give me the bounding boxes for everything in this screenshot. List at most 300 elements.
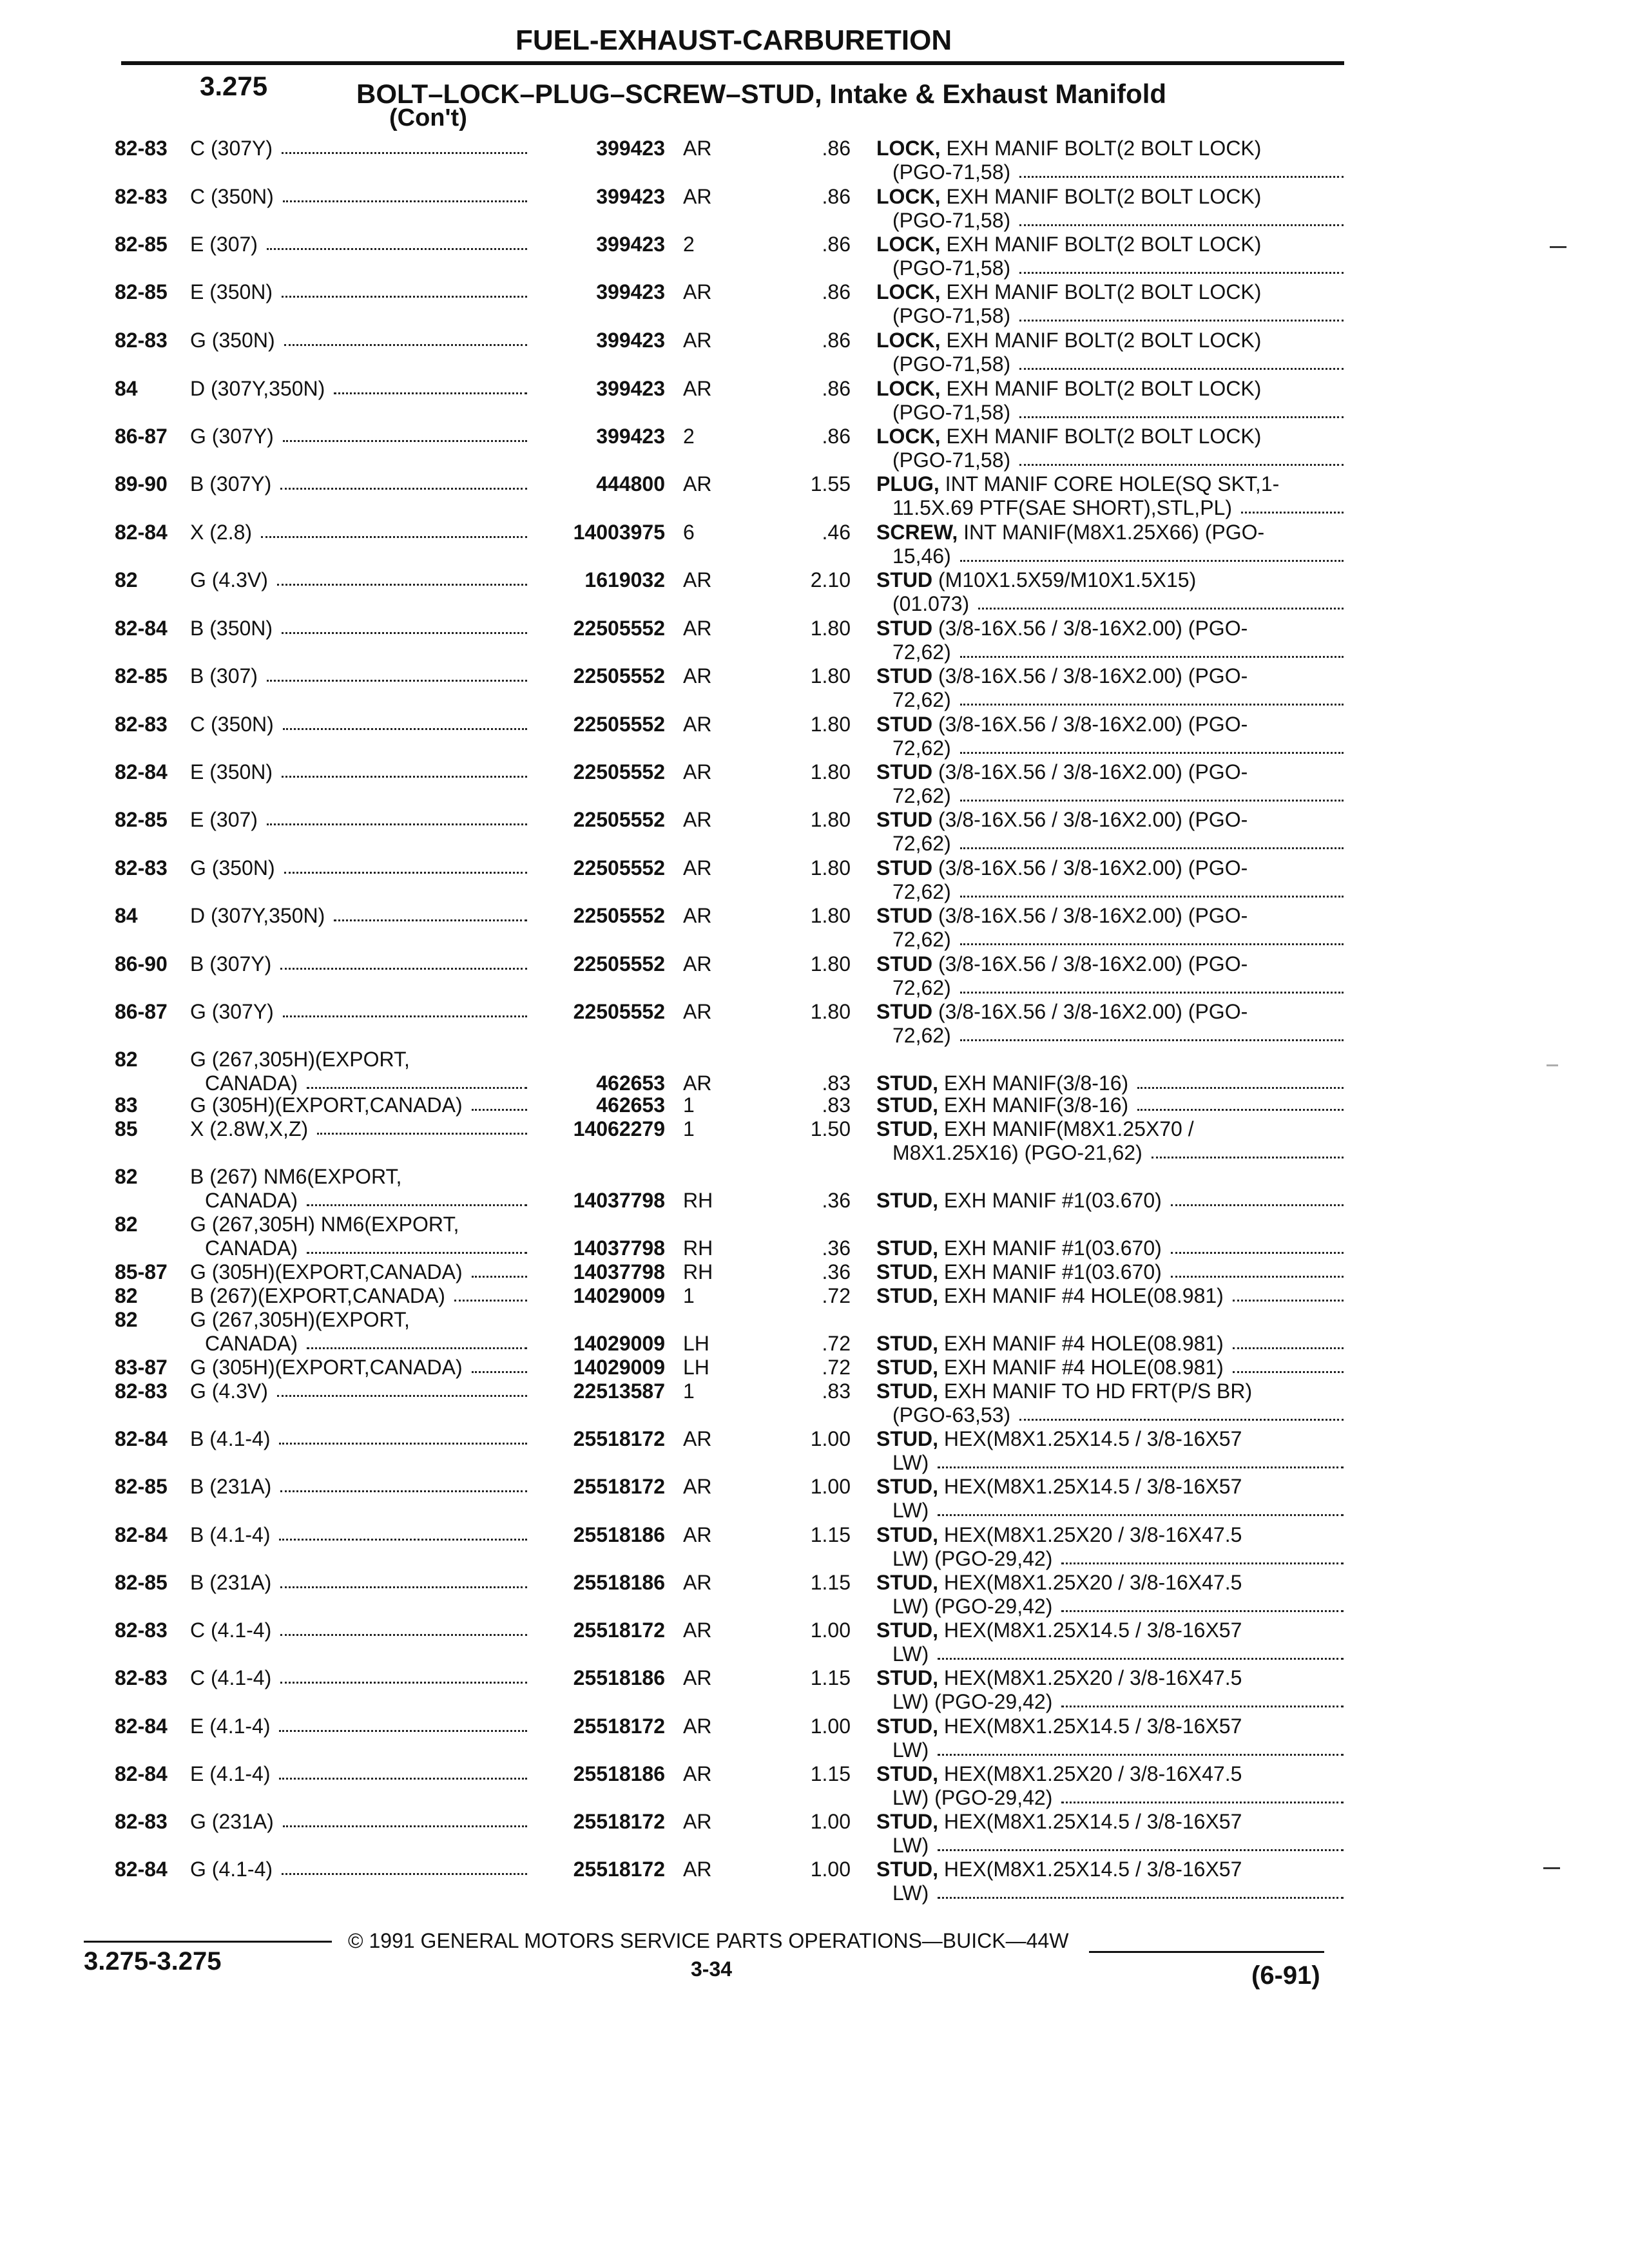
part-number: 25518172 xyxy=(573,1810,665,1833)
dot-leader xyxy=(283,728,527,730)
part-entry xyxy=(0,1666,1629,1713)
dot-leader xyxy=(279,1778,527,1780)
part-number: 14037798 xyxy=(573,1189,665,1212)
model-code: E (350N) xyxy=(190,280,273,303)
quantity: AR xyxy=(683,185,712,208)
quantity: AR xyxy=(683,1715,712,1738)
part-name: STUD xyxy=(876,1000,933,1023)
entry-line xyxy=(0,952,1629,975)
dot-leader xyxy=(1171,1252,1344,1254)
part-spec: 72,62) xyxy=(892,832,951,855)
part-number: 22505552 xyxy=(573,713,665,736)
part-number: 22505552 xyxy=(573,856,665,879)
part-description xyxy=(892,448,1010,472)
quantity: AR xyxy=(683,1858,712,1881)
model-code: B (307) xyxy=(190,664,258,687)
catalog-title: BOLT–LOCK–PLUG–SCREW–STUD, Intake & Exhaust Manifold xyxy=(356,79,1167,109)
dot-leader xyxy=(938,1849,1344,1851)
quantity: 6 xyxy=(683,521,695,544)
unit-price: 1.80 xyxy=(810,856,851,879)
entry-line xyxy=(0,209,1629,232)
part-number: 399423 xyxy=(596,425,665,448)
model-code: C (4.1-4) xyxy=(190,1619,272,1642)
part-entry xyxy=(0,1165,1629,1211)
unit-price: 1.80 xyxy=(810,952,851,975)
entry-line xyxy=(0,1690,1629,1713)
part-spec: LW) xyxy=(892,1738,929,1762)
part-spec: HEX(M8X1.25X14.5 / 3/8-16X57 xyxy=(938,1858,1242,1881)
entry-line xyxy=(0,808,1629,831)
part-spec: LW) xyxy=(892,1834,929,1857)
part-spec: EXH MANIF TO HD FRT(P/S BR) xyxy=(938,1379,1253,1403)
dot-leader xyxy=(472,1109,527,1111)
entry-line xyxy=(0,1048,1629,1071)
unit-price: .86 xyxy=(822,329,851,352)
unit-price: 1.00 xyxy=(810,1619,851,1642)
quantity: LH xyxy=(683,1356,709,1379)
part-description xyxy=(876,521,1264,544)
part-spec: LW) (PGO-29,42) xyxy=(892,1547,1053,1570)
quantity: AR xyxy=(683,1072,712,1095)
part-description xyxy=(892,688,951,711)
dot-leader xyxy=(1019,176,1344,178)
part-number: 444800 xyxy=(596,472,665,495)
part-number: 22505552 xyxy=(573,617,665,640)
unit-price: .86 xyxy=(822,280,851,303)
part-number: 25518172 xyxy=(573,1619,665,1642)
dot-leader xyxy=(960,656,1344,658)
model-code: B (4.1-4) xyxy=(190,1427,271,1450)
part-name: STUD xyxy=(876,808,933,831)
part-name: STUD, xyxy=(876,1715,938,1738)
part-spec: HEX(M8X1.25X14.5 / 3/8-16X57 xyxy=(938,1475,1242,1498)
dot-leader xyxy=(280,1586,527,1588)
part-description xyxy=(876,1379,1252,1403)
model-code: E (307) xyxy=(190,808,258,831)
part-entry xyxy=(0,904,1629,950)
entry-line xyxy=(0,592,1629,615)
unit-price: .83 xyxy=(822,1379,851,1403)
part-description xyxy=(892,401,1010,424)
dot-leader xyxy=(282,632,527,634)
quantity: AR xyxy=(683,856,712,879)
unit-price: 1.80 xyxy=(810,1000,851,1023)
part-description xyxy=(892,160,1010,184)
model-code: G (4.1-4) xyxy=(190,1858,273,1881)
entry-line xyxy=(0,640,1629,664)
dot-leader xyxy=(279,1539,527,1541)
part-name: STUD, xyxy=(876,1189,938,1212)
model-year: 82-83 xyxy=(115,185,168,208)
part-entry xyxy=(0,329,1629,375)
part-spec: LW) (PGO-29,42) xyxy=(892,1786,1053,1809)
part-description xyxy=(892,1499,929,1522)
entry-line xyxy=(0,1666,1629,1689)
entry-line xyxy=(0,352,1629,376)
part-name: STUD xyxy=(876,856,933,879)
part-number: 462653 xyxy=(596,1072,665,1095)
unit-price: 1.15 xyxy=(810,1571,851,1594)
quantity: AR xyxy=(683,377,712,400)
dot-leader xyxy=(1019,464,1344,466)
model-code: G (267,305H)(EXPORT, xyxy=(190,1048,410,1071)
part-spec: (3/8-16X.56 / 3/8-16X2.00) (PGO- xyxy=(932,1000,1248,1023)
quantity: AR xyxy=(683,1427,712,1450)
entry-line xyxy=(0,1762,1629,1785)
part-description xyxy=(892,304,1010,327)
entry-line xyxy=(0,544,1629,568)
part-description xyxy=(876,1810,1242,1833)
dot-leader xyxy=(1171,1204,1344,1206)
dot-leader xyxy=(454,1300,527,1302)
part-entry xyxy=(0,1379,1629,1426)
part-entry xyxy=(0,137,1629,183)
dot-leader xyxy=(960,1039,1344,1041)
entry-line xyxy=(0,1571,1629,1594)
part-description xyxy=(892,1786,1052,1809)
model-year: 86-90 xyxy=(115,952,168,975)
part-number: 14062279 xyxy=(573,1117,665,1140)
part-name: LOCK, xyxy=(876,185,941,208)
part-name: STUD, xyxy=(876,1475,938,1498)
quantity: AR xyxy=(683,1619,712,1642)
part-description xyxy=(892,592,969,615)
part-description xyxy=(892,1738,929,1762)
part-description xyxy=(876,1284,1224,1307)
part-number: 25518172 xyxy=(573,1858,665,1881)
part-spec: HEX(M8X1.25X20 / 3/8-16X47.5 xyxy=(938,1523,1242,1546)
dot-leader xyxy=(472,1276,527,1278)
model-year: 82-85 xyxy=(115,1571,168,1594)
dot-leader xyxy=(284,344,527,346)
part-description xyxy=(892,1024,951,1047)
revision-date: (6-91) xyxy=(1251,1961,1320,1990)
part-name: SCREW, xyxy=(876,521,958,544)
unit-price: .86 xyxy=(822,377,851,400)
model-code: B (307Y) xyxy=(190,472,272,495)
entry-line xyxy=(0,760,1629,783)
part-entry xyxy=(0,1715,1629,1761)
part-name: STUD xyxy=(876,760,933,783)
part-spec: EXH MANIF #4 HOLE(08.981) xyxy=(938,1284,1224,1307)
dot-leader xyxy=(1137,1109,1344,1111)
entry-line xyxy=(0,1117,1629,1140)
model-code: CANADA) xyxy=(205,1072,298,1095)
part-description xyxy=(876,1523,1242,1546)
part-description xyxy=(892,352,1010,376)
entry-line xyxy=(0,1715,1629,1738)
part-spec: EXH MANIF BOLT(2 BOLT LOCK) xyxy=(940,137,1262,160)
model-year: 82-84 xyxy=(115,1858,168,1881)
entry-line xyxy=(0,1547,1629,1570)
part-number: 25518186 xyxy=(573,1571,665,1594)
model-code: C (307Y) xyxy=(190,137,273,160)
entry-line xyxy=(0,1499,1629,1522)
part-spec: EXH MANIF #4 HOLE(08.981) xyxy=(938,1356,1224,1379)
part-entry xyxy=(0,1475,1629,1521)
model-code: G (231A) xyxy=(190,1810,274,1833)
catalog-continued: (Con't) xyxy=(389,104,467,131)
part-entry xyxy=(0,425,1629,471)
unit-price: .46 xyxy=(822,521,851,544)
dot-leader xyxy=(307,1347,527,1349)
model-year: 82-85 xyxy=(115,233,168,256)
model-code: C (4.1-4) xyxy=(190,1666,272,1689)
unit-price: 1.00 xyxy=(810,1475,851,1498)
dot-leader xyxy=(1019,224,1344,226)
part-spec: 72,62) xyxy=(892,784,951,807)
model-year: 82 xyxy=(115,1284,138,1307)
model-year: 82-84 xyxy=(115,617,168,640)
part-description xyxy=(892,1881,929,1905)
part-description xyxy=(876,1117,1194,1140)
model-year: 82-83 xyxy=(115,137,168,160)
part-number: 14003975 xyxy=(573,521,665,544)
model-year: 82-83 xyxy=(115,1810,168,1833)
entry-line xyxy=(0,976,1629,999)
part-description xyxy=(892,928,951,951)
dot-leader xyxy=(978,608,1344,610)
part-spec: EXH MANIF BOLT(2 BOLT LOCK) xyxy=(940,329,1262,352)
part-name: STUD, xyxy=(876,1379,938,1403)
part-entry xyxy=(0,713,1629,759)
unit-price: 1.80 xyxy=(810,617,851,640)
unit-price: .36 xyxy=(822,1189,851,1212)
margin-mark xyxy=(1547,1064,1558,1066)
model-year: 82-84 xyxy=(115,1427,168,1450)
margin-mark xyxy=(1543,1867,1560,1869)
model-year: 82-84 xyxy=(115,1762,168,1785)
catalog-range: 3.275-3.275 xyxy=(84,1947,222,1975)
part-entry xyxy=(0,1427,1629,1474)
unit-price: 1.15 xyxy=(810,1523,851,1546)
part-spec: LW) xyxy=(892,1499,929,1522)
model-year: 82-83 xyxy=(115,1619,168,1642)
part-number: 462653 xyxy=(596,1093,665,1117)
part-description xyxy=(876,1072,1128,1095)
unit-price: 1.00 xyxy=(810,1810,851,1833)
part-spec: EXH MANIF BOLT(2 BOLT LOCK) xyxy=(940,377,1262,400)
quantity: AR xyxy=(683,137,712,160)
part-spec: LW) (PGO-29,42) xyxy=(892,1690,1053,1713)
part-spec: (01.073) xyxy=(892,592,970,615)
entry-line xyxy=(0,1810,1629,1833)
part-name: STUD, xyxy=(876,1260,938,1283)
part-spec: M8X1.25X16) (PGO-21,62) xyxy=(892,1141,1142,1164)
footer-rule-right xyxy=(1089,1951,1324,1953)
part-spec: EXH MANIF(3/8-16) xyxy=(938,1072,1129,1095)
part-name: STUD xyxy=(876,617,933,640)
model-code: G (4.3V) xyxy=(190,1379,268,1403)
part-name: STUD, xyxy=(876,1619,938,1642)
part-number: 22505552 xyxy=(573,1000,665,1023)
part-name: STUD, xyxy=(876,1236,938,1260)
model-code: G (350N) xyxy=(190,329,275,352)
model-code: B (4.1-4) xyxy=(190,1523,271,1546)
model-code: G (350N) xyxy=(190,856,275,879)
entry-line xyxy=(0,521,1629,544)
model-code: CANADA) xyxy=(205,1236,298,1260)
header-rule xyxy=(121,61,1344,65)
part-description xyxy=(876,1475,1242,1498)
quantity: AR xyxy=(683,1475,712,1498)
dot-leader xyxy=(1061,1562,1344,1564)
part-number: 25518186 xyxy=(573,1666,665,1689)
part-entry xyxy=(0,1523,1629,1570)
entry-line xyxy=(0,1189,1629,1212)
dot-leader xyxy=(267,248,527,250)
part-number: 22505552 xyxy=(573,904,665,927)
model-year: 82-83 xyxy=(115,1666,168,1689)
model-code: G (305H)(EXPORT,CANADA) xyxy=(190,1260,463,1283)
quantity: AR xyxy=(683,617,712,640)
part-number: 25518186 xyxy=(573,1523,665,1546)
part-description xyxy=(876,1236,1162,1260)
part-name: STUD, xyxy=(876,1332,938,1355)
part-spec: HEX(M8X1.25X20 / 3/8-16X47.5 xyxy=(938,1762,1242,1785)
part-entry xyxy=(0,856,1629,903)
dot-leader xyxy=(282,1873,527,1875)
part-spec: HEX(M8X1.25X14.5 / 3/8-16X57 xyxy=(938,1715,1242,1738)
dot-leader xyxy=(938,1754,1344,1756)
part-name: STUD, xyxy=(876,1762,938,1785)
model-code: G (267,305H) NM6(EXPORT, xyxy=(190,1213,459,1236)
unit-price: .72 xyxy=(822,1356,851,1379)
part-description xyxy=(876,1858,1242,1881)
part-spec: (3/8-16X.56 / 3/8-16X2.00) (PGO- xyxy=(932,856,1248,879)
dot-leader xyxy=(283,1015,527,1017)
unit-price: 1.50 xyxy=(810,1117,851,1140)
part-description xyxy=(892,1834,929,1857)
entry-line xyxy=(0,1834,1629,1857)
unit-price: .86 xyxy=(822,425,851,448)
quantity: 2 xyxy=(683,425,695,448)
part-description xyxy=(876,617,1248,640)
dot-leader xyxy=(280,968,527,970)
unit-price: 1.15 xyxy=(810,1762,851,1785)
footer-rule-left xyxy=(84,1941,332,1943)
model-code: CANADA) xyxy=(205,1332,298,1355)
catalog-number: 3.275 xyxy=(200,71,268,101)
part-spec: EXH MANIF BOLT(2 BOLT LOCK) xyxy=(940,185,1262,208)
part-spec: (PGO-63,53) xyxy=(892,1403,1011,1427)
dot-leader xyxy=(282,776,527,778)
dot-leader xyxy=(938,1514,1344,1516)
part-description xyxy=(892,1451,929,1474)
model-year: 82-84 xyxy=(115,760,168,783)
dot-leader xyxy=(284,872,527,874)
part-name: STUD, xyxy=(876,1093,938,1117)
part-description xyxy=(876,377,1261,400)
part-spec: (PGO-71,58) xyxy=(892,160,1011,184)
part-number: 14029009 xyxy=(573,1332,665,1355)
part-description xyxy=(876,185,1261,208)
part-spec: HEX(M8X1.25X20 / 3/8-16X47.5 xyxy=(938,1666,1242,1689)
part-spec: 72,62) xyxy=(892,688,951,711)
entry-line xyxy=(0,832,1629,855)
quantity: 1 xyxy=(683,1284,695,1307)
part-spec: HEX(M8X1.25X20 / 3/8-16X47.5 xyxy=(938,1571,1242,1594)
model-code: E (350N) xyxy=(190,760,273,783)
model-year: 82-83 xyxy=(115,329,168,352)
model-code: B (267)(EXPORT,CANADA) xyxy=(190,1284,445,1307)
entry-line xyxy=(0,928,1629,951)
model-code: E (307) xyxy=(190,233,258,256)
quantity: AR xyxy=(683,1810,712,1833)
part-spec: (3/8-16X.56 / 3/8-16X2.00) (PGO- xyxy=(932,808,1248,831)
entry-line xyxy=(0,233,1629,256)
part-description xyxy=(876,568,1196,591)
model-year: 83 xyxy=(115,1093,138,1117)
part-name: STUD, xyxy=(876,1810,938,1833)
unit-price: 1.80 xyxy=(810,760,851,783)
model-code: B (267) NM6(EXPORT, xyxy=(190,1165,402,1188)
part-name: STUD, xyxy=(876,1858,938,1881)
entry-line xyxy=(0,1881,1629,1905)
part-spec: HEX(M8X1.25X14.5 / 3/8-16X57 xyxy=(938,1619,1242,1642)
part-description xyxy=(876,1619,1242,1642)
entry-line xyxy=(0,1165,1629,1188)
part-description xyxy=(892,1547,1052,1570)
model-year: 82-84 xyxy=(115,1715,168,1738)
model-code: B (231A) xyxy=(190,1571,272,1594)
part-name: PLUG, xyxy=(876,472,940,495)
entry-line xyxy=(0,160,1629,184)
dot-leader xyxy=(334,392,527,394)
quantity: AR xyxy=(683,329,712,352)
dot-leader xyxy=(1241,512,1344,514)
part-description xyxy=(892,496,1232,519)
model-year: 82-83 xyxy=(115,856,168,879)
entry-line xyxy=(0,1523,1629,1546)
part-description xyxy=(892,1403,1010,1427)
model-code: CANADA) xyxy=(205,1189,298,1212)
part-name: STUD, xyxy=(876,1523,938,1546)
entry-line xyxy=(0,401,1629,424)
part-name: LOCK, xyxy=(876,329,941,352)
unit-price: .86 xyxy=(822,137,851,160)
dot-leader xyxy=(938,1897,1344,1899)
dot-leader xyxy=(1233,1300,1344,1302)
quantity: AR xyxy=(683,1000,712,1023)
entry-line xyxy=(0,713,1629,736)
dot-leader xyxy=(280,1490,527,1492)
part-entry xyxy=(0,808,1629,854)
part-spec: (3/8-16X.56 / 3/8-16X2.00) (PGO- xyxy=(932,664,1248,687)
part-number: 399423 xyxy=(596,280,665,303)
model-year: 85 xyxy=(115,1117,138,1140)
part-spec: (3/8-16X.56 / 3/8-16X2.00) (PGO- xyxy=(932,713,1248,736)
part-description xyxy=(892,1690,1052,1713)
dot-leader xyxy=(280,1682,527,1684)
part-name: STUD xyxy=(876,904,933,927)
part-description xyxy=(876,1427,1242,1450)
part-spec: EXH MANIF BOLT(2 BOLT LOCK) xyxy=(940,280,1262,303)
part-spec: (PGO-71,58) xyxy=(892,304,1011,327)
model-year: 82-84 xyxy=(115,521,168,544)
part-description xyxy=(892,1141,1142,1164)
quantity: AR xyxy=(683,568,712,591)
entry-line xyxy=(0,377,1629,400)
part-description xyxy=(876,1762,1242,1785)
part-number: 22505552 xyxy=(573,952,665,975)
part-description xyxy=(892,209,1010,232)
part-spec: HEX(M8X1.25X14.5 / 3/8-16X57 xyxy=(938,1427,1242,1450)
unit-price: 1.80 xyxy=(810,713,851,736)
dot-leader xyxy=(307,1204,527,1206)
quantity: AR xyxy=(683,1571,712,1594)
part-entry xyxy=(0,1048,1629,1094)
